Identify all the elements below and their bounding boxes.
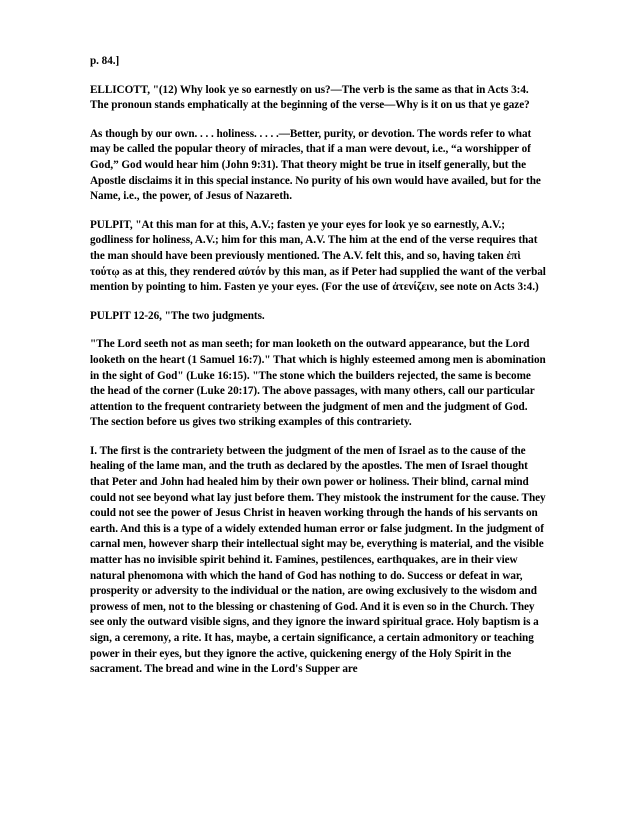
- paragraph-pulpit-at-this-man: PULPIT, "At this man for at this, A.V.; fasten ye your eyes for look ye so earnestly, A.V.; godliness for holiness, A.V.; him for this man, A.V. The him at the end of the verse requires that the man should have been previously mentioned. The A.V. felt this, and so, having taken ἐπὶ τούτῳ as at this, they rendered αὐτόν by this man, as if Peter had supplied the want of the verbal mention by pointing to him. Fasten ye your eyes. (For the use of ἀτενίζειν, see note on Acts 3:4.): [90, 218, 546, 294]
- paragraph-as-though: As though by our own. . . . holiness. . . . .—Better, purity, or devotion. The words refer to what may be called the popular theory of miracles, that if a man were devout, i.e., “a worshipper of God,” God would hear him (John 9:31). That theory might be true in itself generally, but the Apostle disclaims it in this special instance. No purity of his own would have availed, but for the Name, i.e., the power, of Jesus of Nazareth.: [90, 127, 541, 203]
- document-page: [90, 40, 548, 691]
- page-reference: p. 84.]: [90, 55, 120, 67]
- paragraph-ellicott: ELLICOTT, "(12) Why look ye so earnestly on us?—The verb is the same as that in Acts 3:4. The pronoun stands emphatically at the beginning of the verse—Why is it on us that ye gaze?: [90, 83, 530, 112]
- paragraph-lord-seeth: "The Lord seeth not as man seeth; for man looketh on the outward appearance, but the Lord looketh on the heart (1 Samuel 16:7)." That which is highly esteemed among men is abomination in the sight of God" (Luke 16:15). "The stone which the builders rejected, the same is become the head of the corner (Luke 20:17). The above passages, with many others, call our particular attention to the frequent contrariety between the judgment of men and the judgment of God. The section before us gives two striking examples of this contrariety.: [90, 338, 546, 429]
- paragraph-first-contrariety: I. The first is the contrariety between the judgment of the men of Israel as to the cause of the healing of the lame man, and the truth as declared by the apostles. The men of Israel thought that Peter and John had healed him by their own power or holiness. Their blind, carnal mind could not see beyond what lay just before them. They mistook the instrument for the cause. They could not see the power of Jesus Christ in heaven working through the hands of his servants on earth. And this is a type of a widely extended human error or false judgment. In the judgment of carnal men, however sharp their intellectual sight may be, everything is material, and the visible matter has no invisible spirit behind it. Famines, pestilences, earthquakes, are in their view natural phenomona with which the hand of God has nothing to do. Success or defeat in war, prosperity or adversity to the individual or the nation, are owing exclusively to the wisdom and prowess of men, not to the blessing or chastening of God. And it is even so in the Church. They see only the outward visible signs, and they ignore the inward spiritual grace. Holy baptism is a sign, a ceremony, a rite. It has, maybe, a certain significance, a certain admonitory or teaching power in their eyes, but they ignore the active, quickening energy of the Holy Spirit in the sacrament. The bread and wine in the Lord's Supper are: [90, 444, 546, 676]
- paragraph-pulpit-heading: PULPIT 12-26, "The two judgments.: [90, 309, 265, 322]
